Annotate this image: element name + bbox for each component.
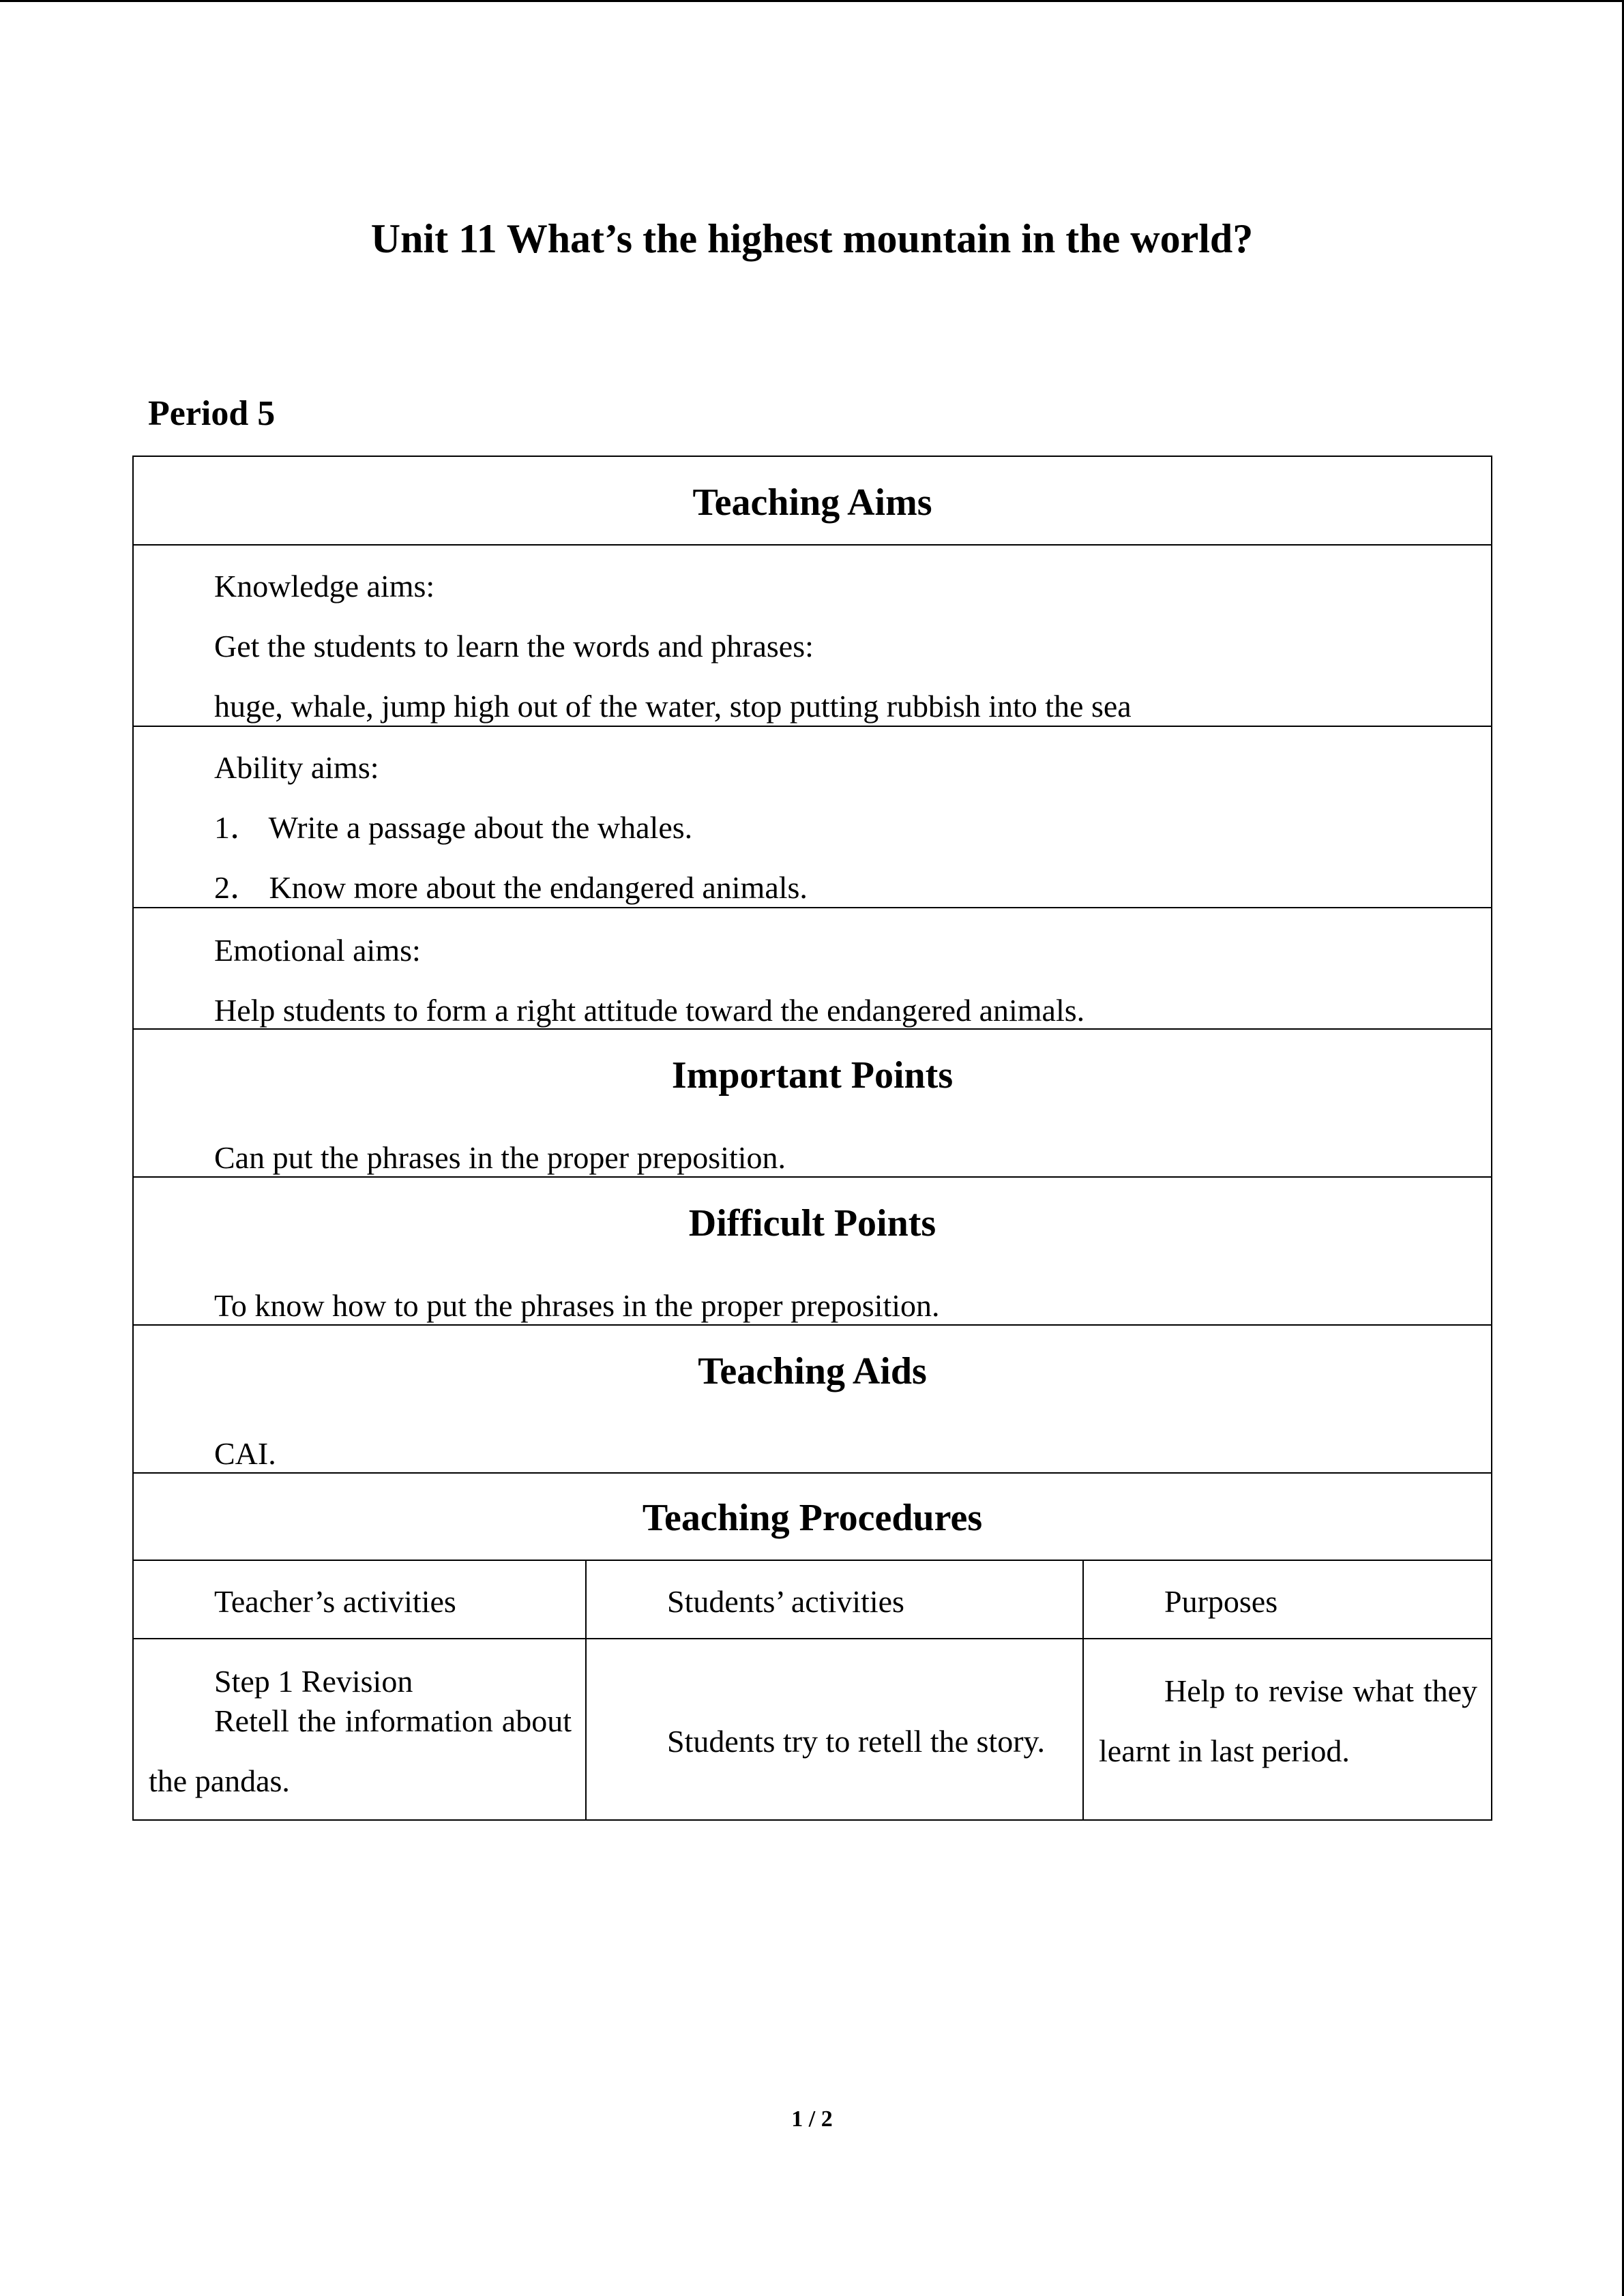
step1-purpose-text: Help to revise what they learnt in last period. xyxy=(1099,1673,1477,1768)
ability-aims-item2: 2． Know more about the endangered animals. xyxy=(214,870,808,905)
difficult-points-heading: Difficult Points xyxy=(688,1202,936,1244)
teaching-aids-heading: Teaching Aids xyxy=(698,1350,927,1392)
knowledge-aims-line2: huge, whale, jump high out of the water, stop putting rubbish into the sea xyxy=(214,689,1132,724)
teaching-procedures-heading: Teaching Procedures xyxy=(642,1497,983,1539)
knowledge-aims-line1: Get the students to learn the words and phrases: xyxy=(214,629,814,664)
teaching-aims-heading: Teaching Aims xyxy=(692,481,932,524)
col-header-purposes-cell xyxy=(1082,1560,1492,1639)
step1-teacher-cell xyxy=(132,1638,587,1821)
top-border xyxy=(0,0,1624,2)
col-header-students-cell xyxy=(585,1560,1084,1639)
teaching-aims-heading-cell xyxy=(132,456,1492,546)
important-points-text: Can put the phrases in the proper preposition. xyxy=(214,1140,786,1175)
emotional-aims-cell xyxy=(132,907,1492,1030)
period-label: Period 5 xyxy=(148,394,276,433)
col-header-teacher-cell xyxy=(132,1560,587,1639)
teaching-aids-text: CAI. xyxy=(214,1436,276,1471)
difficult-points-cell xyxy=(132,1176,1492,1326)
ability-aims-cell xyxy=(132,726,1492,908)
document-title: Unit 11 What’s the highest mountain in the world? xyxy=(370,216,1254,261)
step1-students-text: Students try to retell the story. xyxy=(667,1724,1046,1759)
ability-aims-item1: 1． Write a passage about the whales. xyxy=(214,810,693,845)
step1-text: Retell the information about the pandas. xyxy=(149,1703,572,1798)
col-header-students: Students’ activities xyxy=(667,1584,904,1619)
page-number: 1 / 2 xyxy=(791,2106,833,2132)
ability-aims-label: Ability aims: xyxy=(214,750,379,785)
emotional-aims-label: Emotional aims: xyxy=(214,933,421,968)
difficult-points-text: To know how to put the phrases in the proper preposition. xyxy=(214,1288,940,1323)
important-points-heading: Important Points xyxy=(671,1054,954,1097)
col-header-purposes: Purposes xyxy=(1164,1584,1278,1619)
teaching-aids-cell xyxy=(132,1324,1492,1474)
col-header-teacher: Teacher’s activities xyxy=(214,1584,456,1619)
knowledge-aims-label: Knowledge aims: xyxy=(214,569,435,603)
step1-students-cell xyxy=(585,1638,1084,1821)
step1-purposes-cell xyxy=(1082,1638,1492,1821)
teaching-procedures-heading-cell xyxy=(132,1472,1492,1561)
step1-title: Step 1 Revision xyxy=(214,1664,413,1699)
emotional-aims-line: Help students to form a right attitude toward the endangered animals. xyxy=(214,993,1085,1028)
knowledge-aims-cell xyxy=(132,544,1492,727)
important-points-cell xyxy=(132,1028,1492,1178)
